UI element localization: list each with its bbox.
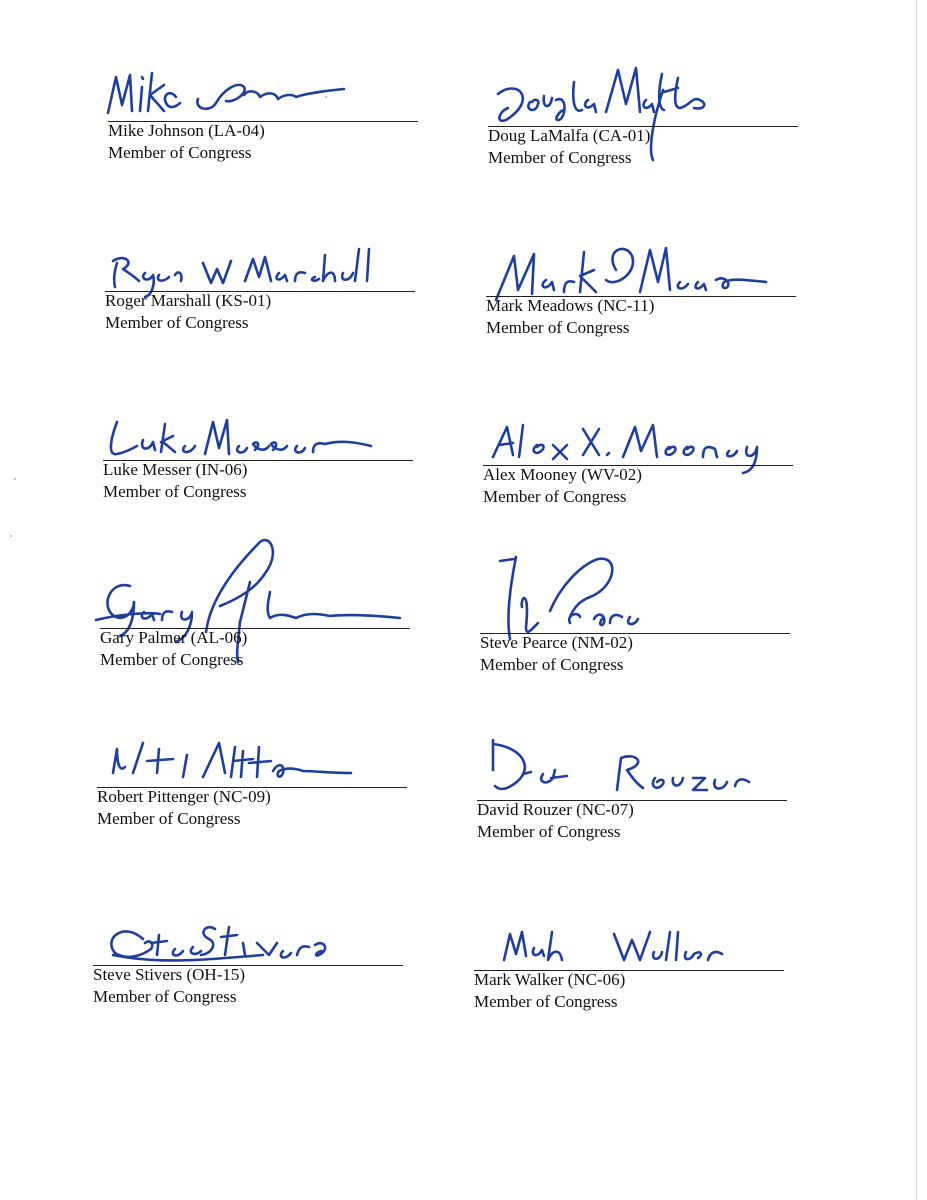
signer-name: Mike Johnson (LA-04) [108,121,265,140]
signer-name: Luke Messer (IN-06) [103,460,248,479]
signer-role: Member of Congress [103,482,247,501]
signature-block [488,60,818,170]
signer-name: Steve Stivers (OH-15) [93,965,246,984]
signer-name: Mark Meadows (NC-11) [486,296,655,315]
signer-role: Member of Congress [105,313,249,332]
signer-role: Member of Congress [483,487,627,506]
signer-name: David Rouzer (NC-07) [477,800,634,819]
signer-name: Robert Pittenger (NC-09) [97,787,271,806]
signer-name: Steve Pearce (NM-02) [480,633,633,652]
signature-block [477,734,807,844]
signer-name: Alex Mooney (WV-02) [483,465,642,484]
signature-block [483,399,813,509]
signer-name: Mark Walker (NC-06) [474,970,626,989]
signer-role: Member of Congress [477,822,621,841]
scan-edge-line [916,0,917,1200]
signer-role: Member of Congress [93,987,237,1006]
scan-speck [14,478,16,480]
signer-role: Member of Congress [480,655,624,674]
signature-block [103,394,433,504]
signer-role: Member of Congress [474,992,618,1011]
signer-role: Member of Congress [108,143,252,162]
signer-name: Doug LaMalfa (CA-01) [488,126,651,145]
signature-block [480,567,810,677]
signature-block [486,230,816,340]
signature-block [105,225,435,335]
scan-speck [10,535,12,537]
signer-role: Member of Congress [486,318,630,337]
signature-block [108,55,438,165]
signer-role: Member of Congress [97,809,241,828]
signature-block [93,899,423,1009]
signer-name: Gary Palmer (AL-06) [100,628,248,647]
signer-role: Member of Congress [488,148,632,167]
signature-block [97,721,427,831]
signer-name: Roger Marshall (KS-01) [105,291,272,310]
signer-role: Member of Congress [100,650,244,669]
signature-block [100,562,430,672]
signature-block [474,904,804,1014]
